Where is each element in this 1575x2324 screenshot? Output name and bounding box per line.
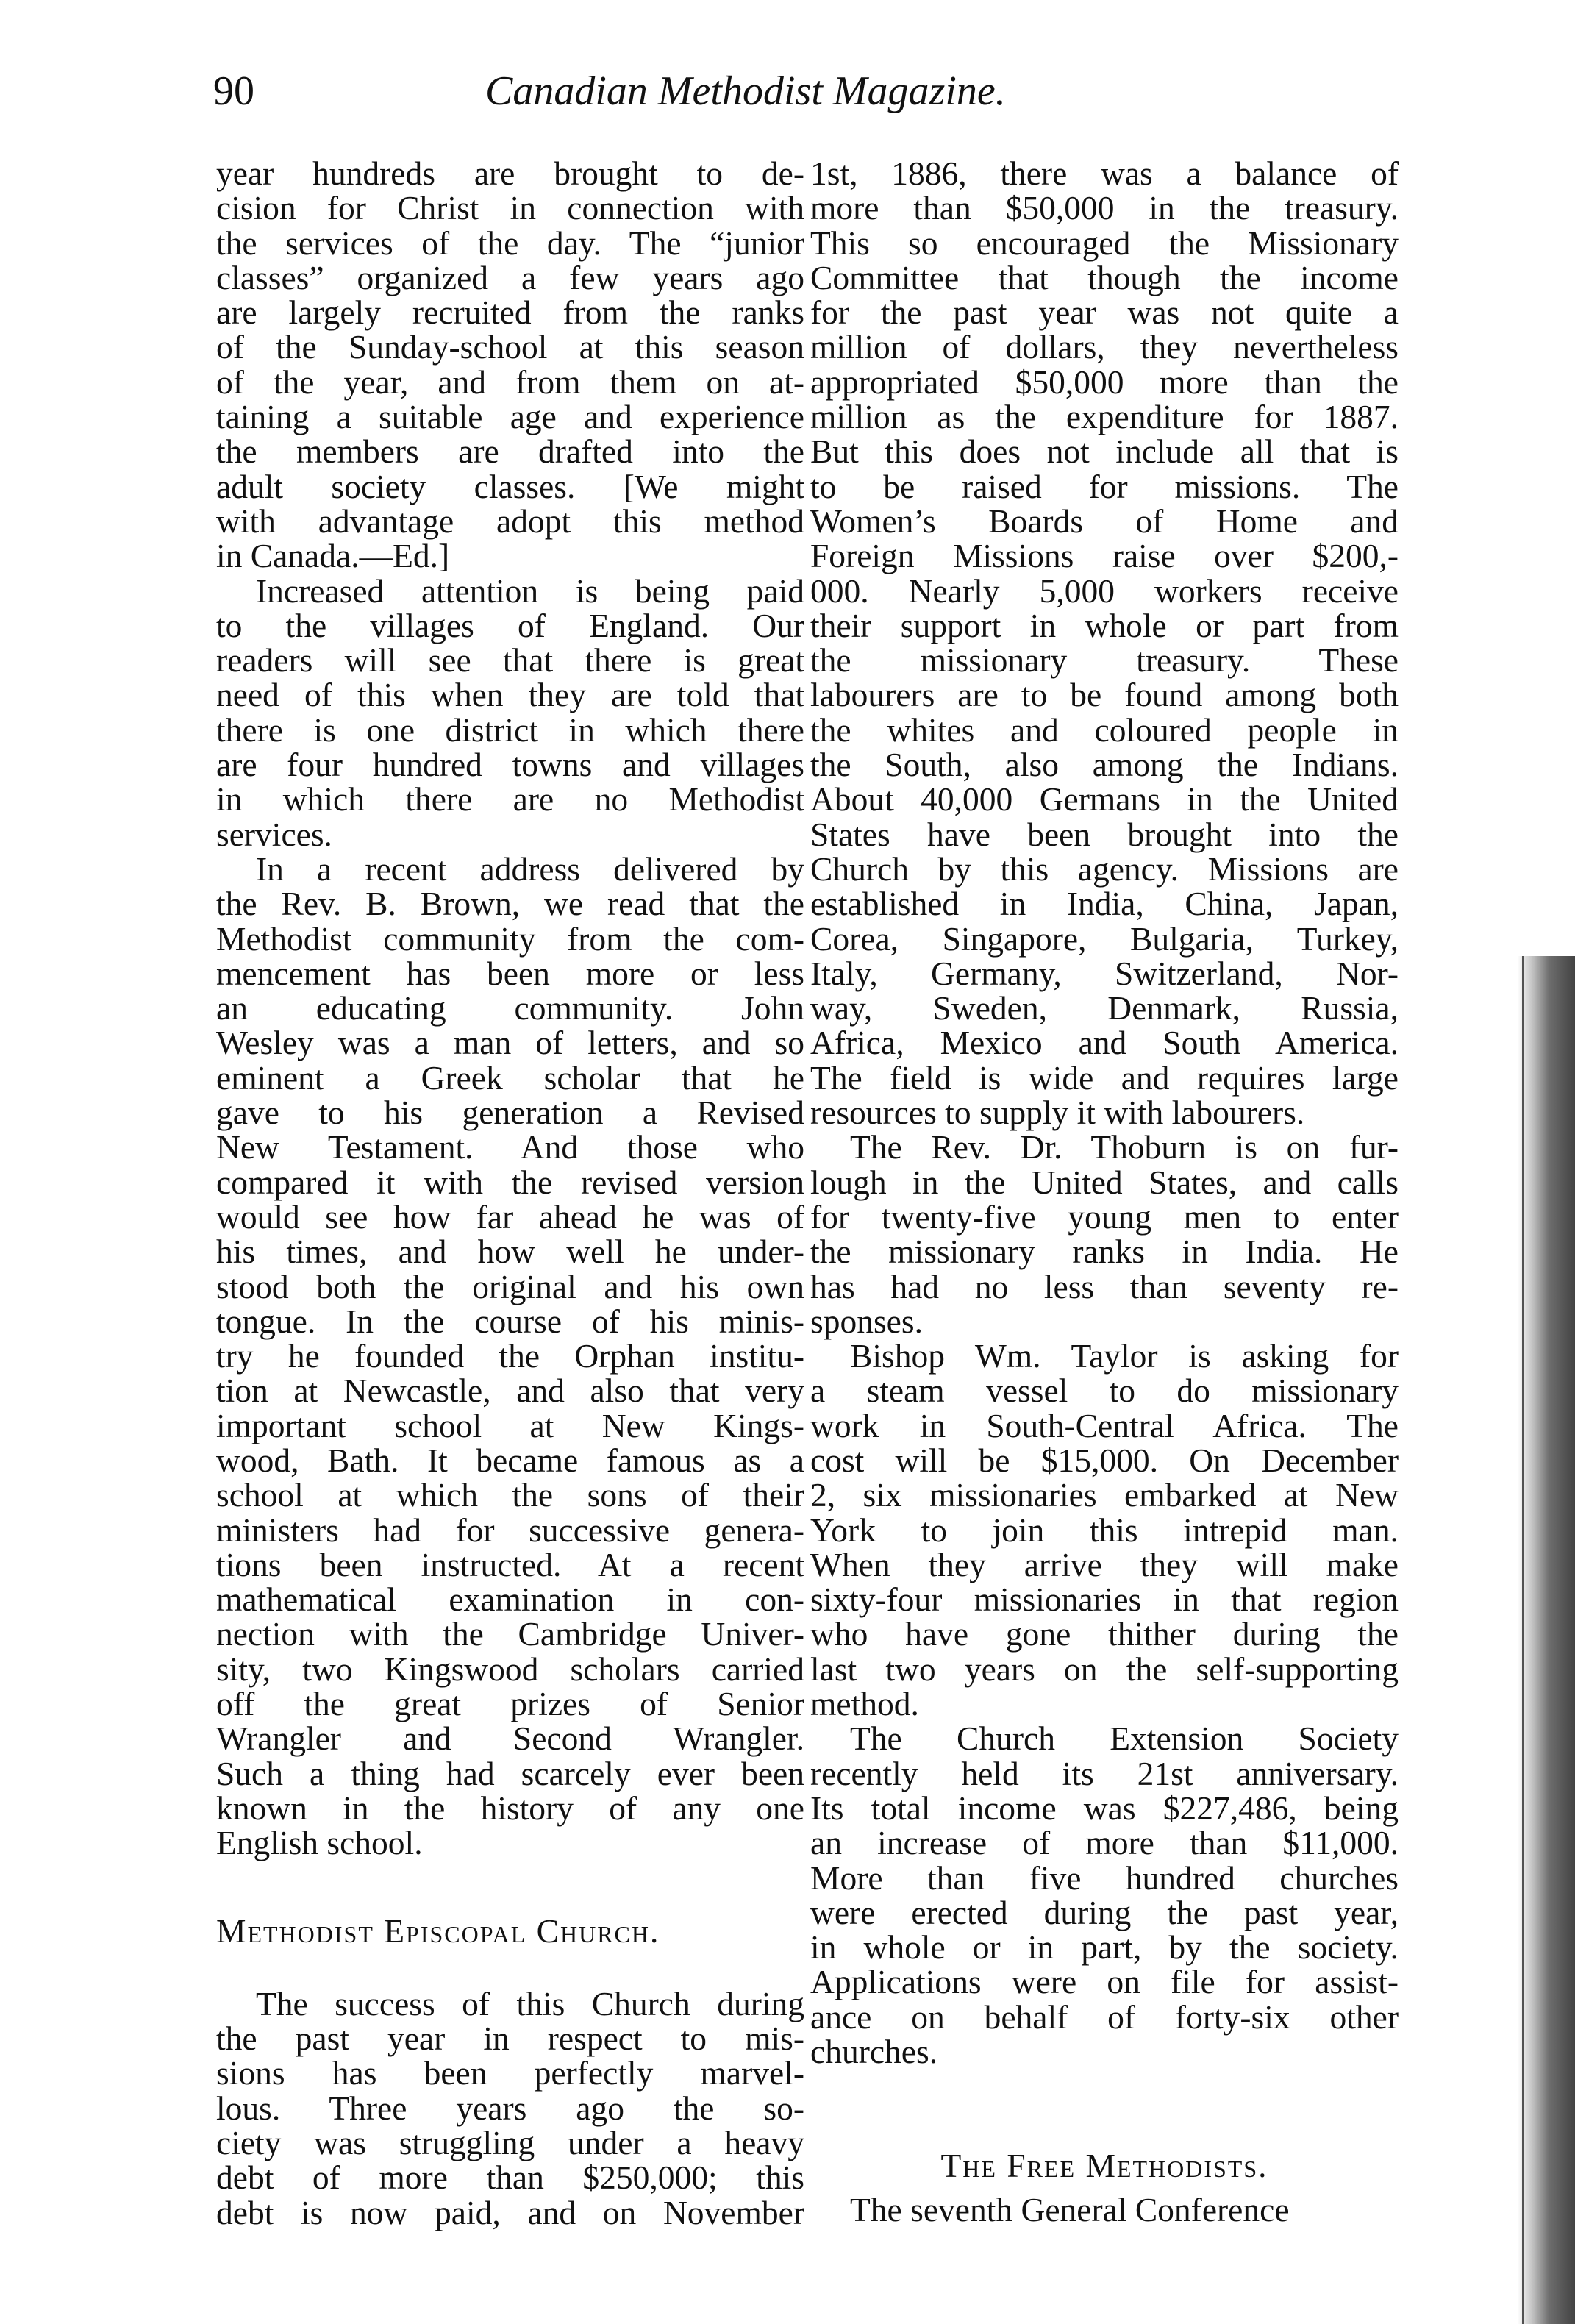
text-line: the missionary treasury. These bbox=[810, 641, 1399, 680]
text-line: York to join this intrepid man. bbox=[810, 1511, 1399, 1549]
text-line: of the year, and from them on at- bbox=[216, 363, 804, 401]
text-line: Women’s Boards of Home and bbox=[810, 502, 1399, 540]
text-line: year hundreds are brought to de- bbox=[216, 154, 804, 192]
text-line: a steam vessel to do missionary bbox=[810, 1372, 1399, 1410]
paragraph bbox=[810, 1130, 1399, 1339]
text-line: the missionary ranks in India. He bbox=[810, 1233, 1399, 1271]
text-line: ciety was struggling under a heavy bbox=[216, 2124, 804, 2162]
text-line: cost will be $15,000. On December bbox=[810, 1441, 1399, 1479]
text-line: tion at Newcastle, and also that very bbox=[216, 1372, 804, 1410]
paragraph bbox=[810, 1339, 1399, 1721]
text-line: who have gone thither during the bbox=[810, 1615, 1399, 1653]
text-line: million of dollars, they nevertheless bbox=[810, 328, 1399, 366]
text-line: tions been instructed. At a recent bbox=[216, 1545, 804, 1583]
text-line: school at which the sons of their bbox=[216, 1476, 804, 1514]
text-line: sixty-four missionaries in that region bbox=[810, 1580, 1399, 1619]
text-line: work in South-Central Africa. The bbox=[810, 1406, 1399, 1444]
section-heading: The Free Methodists. bbox=[940, 2147, 1268, 2185]
text-line: The seventh General Conference bbox=[850, 2190, 1290, 2228]
text-line: of the Sunday-school at this season bbox=[216, 328, 804, 366]
text-line: the whites and coloured people in bbox=[810, 710, 1399, 749]
text-line: The field is wide and requires large bbox=[810, 1058, 1399, 1097]
text-line: million as the expenditure for 1887. bbox=[810, 398, 1399, 436]
text-line: eminent a Greek scholar that he bbox=[216, 1058, 804, 1097]
text-line: sity, two Kingswood scholars carried bbox=[216, 1650, 804, 1688]
text-line: services. bbox=[216, 815, 332, 853]
text-line: debt of more than $250,000; this bbox=[216, 2159, 804, 2197]
text-line: The success of this Church during bbox=[256, 1984, 804, 2022]
text-line: Its total income was $227,486, being bbox=[810, 1789, 1399, 1827]
text-line: Such a thing had scarcely ever been bbox=[216, 1754, 804, 1792]
text-line: established in India, China, Japan, bbox=[810, 885, 1399, 923]
text-line: for twenty-five young men to enter bbox=[810, 1197, 1399, 1236]
paragraph bbox=[810, 156, 1399, 1130]
text-line: ance on behalf of forty-six other bbox=[810, 1997, 1399, 2036]
text-line: there is one district in which there bbox=[216, 710, 804, 749]
paragraph bbox=[216, 571, 804, 853]
text-line: are largely recruited from the ranks bbox=[216, 293, 804, 332]
text-line: But this does not include all that is bbox=[810, 432, 1399, 471]
paragraph bbox=[216, 1986, 804, 2230]
text-line: In a recent address delivered by bbox=[256, 849, 804, 888]
text-line: English school. bbox=[216, 1824, 423, 1862]
left-column bbox=[216, 156, 804, 2230]
text-line: Methodist community from the com- bbox=[216, 919, 804, 958]
text-line: in whole or in part, by the society. bbox=[810, 1928, 1399, 1967]
section-heading: Methodist Episcopal Church. bbox=[216, 1911, 660, 1950]
text-line: 000. Nearly 5,000 workers receive bbox=[810, 571, 1399, 610]
text-line: gave to his generation a Revised bbox=[216, 1094, 804, 1132]
text-line: the services of the day. The “junior bbox=[216, 224, 804, 262]
text-line: taining a suitable age and experience bbox=[216, 398, 804, 436]
text-line: for the past year was not quite a bbox=[810, 293, 1399, 332]
text-line: the members are drafted into the bbox=[216, 432, 804, 471]
text-line: the past year in respect to mis- bbox=[216, 2020, 804, 2058]
text-line: sions has been perfectly marvel- bbox=[216, 2054, 804, 2092]
text-line: debt is now paid, and on November bbox=[216, 2193, 804, 2231]
text-line: compared it with the revised version bbox=[216, 1163, 804, 1201]
text-line: way, Sweden, Denmark, Russia, bbox=[810, 989, 1399, 1027]
text-line: has had no less than seventy re- bbox=[810, 1267, 1399, 1305]
text-line: their support in whole or part from bbox=[810, 606, 1399, 644]
text-line: need of this when they are told that bbox=[216, 676, 804, 714]
text-line: known in the history of any one bbox=[216, 1789, 804, 1827]
text-line: nection with the Cambridge Univer- bbox=[216, 1615, 804, 1653]
text-line: The Church Extension Society bbox=[850, 1719, 1399, 1758]
text-line: ministers had for successive genera- bbox=[216, 1511, 804, 1549]
text-line: Wrangler and Second Wrangler. bbox=[216, 1719, 804, 1758]
page-number: 90 bbox=[213, 68, 254, 114]
text-line: were erected during the past year, bbox=[810, 1893, 1399, 1931]
text-line: try he founded the Orphan institu- bbox=[216, 1337, 804, 1375]
text-line: Committee that though the income bbox=[810, 258, 1399, 296]
text-line: the South, also among the Indians. bbox=[810, 746, 1399, 784]
text-line: to the villages of England. Our bbox=[216, 606, 804, 644]
text-line: Africa, Mexico and South America. bbox=[810, 1024, 1399, 1062]
text-line: with advantage adopt this method bbox=[216, 502, 804, 540]
running-title: Canadian Methodist Magazine. bbox=[485, 68, 1006, 114]
text-line: The Rev. Dr. Thoburn is on fur- bbox=[850, 1128, 1399, 1166]
text-line: the Rev. B. Brown, we read that the bbox=[216, 885, 804, 923]
text-line: sponses. bbox=[810, 1302, 923, 1340]
text-line: adult society classes. [We might bbox=[216, 467, 804, 505]
scan-edge-strip bbox=[1518, 956, 1575, 2324]
text-line: States have been brought into the bbox=[810, 815, 1399, 853]
text-line: Bishop Wm. Taylor is asking for bbox=[850, 1337, 1399, 1375]
text-line: Increased attention is being paid bbox=[256, 571, 804, 610]
paragraph bbox=[810, 2192, 1399, 2227]
text-line: method. bbox=[810, 1685, 919, 1723]
text-line: readers will see that there is great bbox=[216, 641, 804, 680]
text-line: mencement has been more or less bbox=[216, 954, 804, 992]
text-line: would see how far ahead he was of bbox=[216, 1197, 804, 1236]
text-line: lous. Three years ago the so- bbox=[216, 2089, 804, 2127]
text-line: last two years on the self-supporting bbox=[810, 1650, 1399, 1688]
text-line: Italy, Germany, Switzerland, Nor- bbox=[810, 954, 1399, 992]
text-line: recently held its 21st anniversary. bbox=[810, 1754, 1399, 1792]
text-line: more than $50,000 in the treasury. bbox=[810, 189, 1399, 227]
text-line: his times, and how well he under- bbox=[216, 1233, 804, 1271]
page-header bbox=[213, 68, 1390, 137]
text-line: an educating community. John bbox=[216, 989, 804, 1027]
text-line: churches. bbox=[810, 2033, 938, 2071]
text-line: New Testament. And those who bbox=[216, 1128, 804, 1166]
text-line: cision for Christ in connection with bbox=[216, 189, 804, 227]
text-line: labourers are to be found among both bbox=[810, 676, 1399, 714]
text-line: appropriated $50,000 more than the bbox=[810, 363, 1399, 401]
text-line: Foreign Missions raise over $200,- bbox=[810, 537, 1399, 575]
text-line: When they arrive they will make bbox=[810, 1545, 1399, 1583]
text-line: in Canada.—Ed.] bbox=[216, 537, 450, 575]
text-line: to be raised for missions. The bbox=[810, 467, 1399, 505]
text-line: lough in the United States, and calls bbox=[810, 1163, 1399, 1201]
text-line: 1st, 1886, there was a balance of bbox=[810, 154, 1399, 192]
text-line: mathematical examination in con- bbox=[216, 1580, 804, 1619]
text-line: 2, six missionaries embarked at New bbox=[810, 1476, 1399, 1514]
text-line: tongue. In the course of his minis- bbox=[216, 1302, 804, 1340]
right-column bbox=[810, 156, 1399, 2227]
paragraph bbox=[216, 849, 804, 1862]
text-line: off the great prizes of Senior bbox=[216, 1685, 804, 1723]
text-line: About 40,000 Germans in the United bbox=[810, 780, 1399, 819]
text-line: are four hundred towns and villages bbox=[216, 746, 804, 784]
text-line: Church by this agency. Missions are bbox=[810, 849, 1399, 888]
paragraph bbox=[216, 156, 804, 574]
text-line: Wesley was a man of letters, and so bbox=[216, 1024, 804, 1062]
text-line: classes” organized a few years ago bbox=[216, 258, 804, 296]
text-line: in which there are no Methodist bbox=[216, 780, 804, 819]
text-line: This so encouraged the Missionary bbox=[810, 224, 1399, 262]
text-line: More than five hundred churches bbox=[810, 1858, 1399, 1897]
text-line: resources to supply it with labourers. bbox=[810, 1094, 1305, 1132]
text-line: wood, Bath. It became famous as a bbox=[216, 1441, 804, 1479]
paragraph bbox=[810, 1721, 1399, 2069]
text-line: Applications were on file for assist- bbox=[810, 1963, 1399, 2001]
text-line: Corea, Singapore, Bulgaria, Turkey, bbox=[810, 919, 1399, 958]
text-line: important school at New Kings- bbox=[216, 1406, 804, 1444]
text-line: an increase of more than $11,000. bbox=[810, 1824, 1399, 1862]
text-line: stood both the original and his own bbox=[216, 1267, 804, 1305]
